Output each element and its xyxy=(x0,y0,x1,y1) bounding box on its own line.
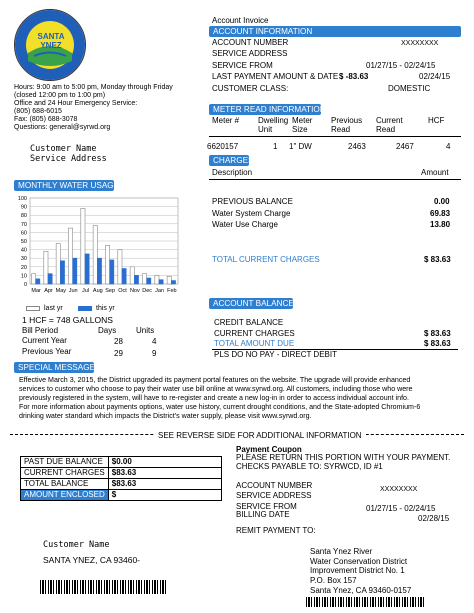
table-row xyxy=(21,468,222,479)
meter-cell-hcf: 4 xyxy=(446,142,451,151)
water-use-value: 13.80 xyxy=(430,220,451,229)
mail-customer-name: Customer Name xyxy=(43,540,110,550)
total-due-value: $ 83.63 xyxy=(424,339,451,348)
special-message-line-1: Effective March 3, 2015, the District upgraded its payment portal features on the website. The upgrade will provide enhanced xyxy=(19,376,411,384)
current-year-days: 28 xyxy=(114,337,123,346)
water-usage-heading: MONTHLY WATER USAGE xyxy=(14,180,114,191)
y-tick-label: 20 xyxy=(20,264,27,271)
meter-cell-previous: 2463 xyxy=(348,142,366,151)
customer-class-value: DOMESTIC xyxy=(388,84,431,93)
x-tick-label: Dec xyxy=(142,288,153,294)
remit-barcode xyxy=(306,597,426,607)
x-tick-label: Mar xyxy=(31,288,41,294)
bar-last-year xyxy=(93,226,97,284)
special-message-line-4: For more information about payments options, water use history, current drought conditions, and the State-adopted Chromium-6 xyxy=(19,403,421,411)
table-row xyxy=(21,490,222,501)
hcf-note: 1 HCF = 748 GALLONS xyxy=(22,315,113,325)
bar-this-year xyxy=(122,269,126,284)
previous-balance-label: PREVIOUS BALANCE xyxy=(212,197,293,206)
bar-last-year xyxy=(81,208,85,284)
legend-this-swatch xyxy=(78,306,92,311)
meter-col-size: Meter Size xyxy=(292,116,313,135)
account-balance-heading: ACCOUNT BALANCE xyxy=(209,298,293,309)
past-due-value: $0.00 xyxy=(108,457,221,468)
special-message-line-5: drinking water standard which impacts the District's water supply, please visit www.syrwd.org. xyxy=(19,412,312,420)
x-tick-label: Jan xyxy=(155,288,164,294)
y-tick-label: 50 xyxy=(20,239,27,245)
bar-this-year xyxy=(159,280,163,284)
current-year-units: 4 xyxy=(152,337,157,346)
special-message-line-2: services to customer who choose to pay their water use bill online at www.syrwd.org. All customers, including those who were xyxy=(19,385,413,393)
logo-santa: SANTA xyxy=(37,32,65,41)
y-tick-label: 30 xyxy=(20,256,27,263)
postal-barcode xyxy=(40,580,166,594)
customer-class-label: CUSTOMER CLASS: xyxy=(212,84,289,93)
amount-enclosed-label: AMOUNT ENCLOSED xyxy=(21,490,109,501)
bar-last-year xyxy=(56,244,60,284)
water-use-label: Water Use Charge xyxy=(212,220,278,229)
x-tick-label: Apr xyxy=(44,288,53,294)
coupon-account-number-label: ACCOUNT NUMBER xyxy=(236,481,313,490)
service-from-label: SERVICE FROM xyxy=(212,61,273,70)
total-current-value: $ 83.63 xyxy=(424,255,451,264)
charges-divider xyxy=(209,179,461,180)
mail-customer-city: SANTA YNEZ, CA 93460- xyxy=(43,555,141,565)
remit-line-2: Water Conservation District xyxy=(310,557,408,566)
logo-ynez: YNEZ xyxy=(40,41,62,50)
office-fax: Fax: (805) 688-3078 xyxy=(14,116,78,123)
y-tick-label: 40 xyxy=(20,247,27,254)
charges-heading: CHARGES xyxy=(209,155,249,166)
coupon-current-value: $83.63 xyxy=(108,468,221,479)
bar-last-year xyxy=(130,267,134,284)
table-row xyxy=(21,457,222,468)
meter-info-heading: METER READ INFORMATION xyxy=(209,104,321,115)
meter-col-meter: Meter # xyxy=(212,116,240,125)
bar-last-year xyxy=(44,251,48,284)
bar-this-year xyxy=(134,275,138,284)
table-row xyxy=(21,479,222,490)
district-logo xyxy=(14,9,86,81)
previous-year-units: 9 xyxy=(152,349,157,358)
office-emergency: Office and 24 Hour Emergency Service: xyxy=(14,100,138,107)
customer-name: Customer Name xyxy=(30,144,97,154)
bar-last-year xyxy=(142,274,146,284)
x-tick-label: Oct xyxy=(118,288,127,294)
current-year-label: Current Year xyxy=(22,336,67,345)
bar-this-year xyxy=(48,274,52,284)
bar-this-year xyxy=(60,261,64,284)
current-charges-label: CURRENT CHARGES xyxy=(214,329,295,338)
legend-this-label: this yr xyxy=(96,305,115,312)
meter-cell-dwelling: 1 xyxy=(273,142,278,151)
coupon-amounts-table xyxy=(20,456,222,501)
coupon-service-from-label: SERVICE FROM xyxy=(236,502,297,511)
special-message-line-3: previously registered in the system, will have to re-register and create a new log-in in order to access individual account info. xyxy=(19,394,409,402)
y-tick-label: 70 xyxy=(20,221,27,228)
direct-debit-note: PLS DO NO PAY - DIRECT DEBIT xyxy=(214,350,337,359)
bill-period-label: Bill Period xyxy=(22,326,59,335)
account-number-label: ACCOUNT NUMBER xyxy=(212,38,289,47)
remit-line-4: P.O. Box 157 xyxy=(310,576,357,585)
x-tick-label: Nov xyxy=(129,288,140,294)
account-number-value: XXXXXXXX xyxy=(401,40,439,47)
amount-enclosed-input[interactable]: $ xyxy=(108,490,221,501)
y-tick-label: 90 xyxy=(20,204,27,211)
bar-this-year xyxy=(85,254,89,284)
coupon-billing-date-label: BILLING DATE xyxy=(236,510,290,519)
x-tick-label: Jun xyxy=(68,288,78,294)
meter-cell-number: 6620157 xyxy=(207,142,239,151)
previous-year-label: Previous Year xyxy=(22,347,72,356)
y-tick-label: 80 xyxy=(20,213,27,220)
x-tick-label: Aug xyxy=(92,288,103,294)
current-charges-value: $ 83.63 xyxy=(424,329,451,338)
days-label: Days xyxy=(98,326,117,335)
units-label: Units xyxy=(136,326,155,335)
office-hours: Hours: 9:00 am to 5:00 pm, Monday through Friday xyxy=(14,84,173,91)
office-phone: (805) 688-6015 xyxy=(14,108,62,115)
bar-this-year xyxy=(36,279,40,284)
remit-line-1: Santa Ynez River xyxy=(310,547,373,556)
coupon-instructions: PLEASE RETURN THIS PORTION WITH YOUR PAYMENT. xyxy=(236,453,451,462)
office-email: Questions: general@syrwd.org xyxy=(14,124,111,131)
y-tick-label: 100 xyxy=(17,196,27,202)
water-usage-chart xyxy=(12,194,182,300)
total-due-label: TOTAL AMOUNT DUE xyxy=(214,339,295,348)
bar-last-year xyxy=(167,276,171,284)
x-tick-label: Sep xyxy=(105,288,116,294)
credit-balance-label: CREDIT BALANCE xyxy=(214,318,284,327)
bar-this-year xyxy=(147,278,151,284)
meter-col-hcf: HCF xyxy=(428,116,445,125)
service-address-label: SERVICE ADDRESS xyxy=(212,49,288,58)
last-payment-date: 02/24/15 xyxy=(419,72,451,81)
bar-this-year xyxy=(171,281,175,284)
coupon-billing-date-value: 02/28/15 xyxy=(418,514,450,523)
y-tick-label: 60 xyxy=(20,230,27,237)
meter-col-dwelling: Dwelling Unit xyxy=(258,116,289,135)
previous-balance-value: 0.00 xyxy=(434,197,450,206)
coupon-total-value: $83.63 xyxy=(108,479,221,490)
charges-amount-label: Amount xyxy=(421,168,449,177)
charges-description-label: Description xyxy=(212,168,253,177)
account-info-heading: ACCOUNT INFORMATION xyxy=(209,26,461,37)
coupon-total-label: TOTAL BALANCE xyxy=(21,479,109,490)
meter-divider xyxy=(209,136,461,137)
legend-last-swatch xyxy=(26,306,40,311)
x-tick-label: Feb xyxy=(167,288,177,294)
meter-cell-current: 2467 xyxy=(396,142,414,151)
water-system-label: Water System Charge xyxy=(212,209,291,218)
bar-last-year xyxy=(68,228,72,284)
x-tick-label: Jul xyxy=(81,288,90,294)
meter-col-current: Current Read xyxy=(376,116,403,135)
water-system-value: 69.83 xyxy=(430,209,451,218)
remit-label: REMIT PAYMENT TO: xyxy=(236,526,316,535)
y-tick-label: 10 xyxy=(20,273,27,280)
bar-last-year xyxy=(155,275,159,284)
x-tick-label: May xyxy=(55,288,67,294)
previous-year-days: 29 xyxy=(114,349,123,358)
invoice-title: Account Invoice xyxy=(212,16,269,25)
customer-service-address: Service Address xyxy=(30,154,107,164)
coupon-service-from-value: 01/27/15 - 02/24/15 xyxy=(366,504,436,513)
last-payment-label: LAST PAYMENT AMOUNT & DATE xyxy=(212,72,339,81)
total-current-label: TOTAL CURRENT CHARGES xyxy=(212,255,320,264)
coupon-payable: CHECKS PAYABLE TO: SYRWCD, ID #1 xyxy=(236,462,383,471)
legend-last-label: last yr xyxy=(44,305,63,312)
bar-this-year xyxy=(73,258,77,284)
y-tick-label: 0 xyxy=(23,282,27,288)
coupon-account-number-value: XXXXXXXX xyxy=(380,486,418,493)
coupon-title: Payment Coupon xyxy=(236,445,302,454)
last-payment-amount: $ -83.63 xyxy=(339,72,369,81)
bar-this-year xyxy=(97,258,101,284)
bar-this-year xyxy=(110,260,114,284)
bar-last-year xyxy=(105,245,109,284)
remit-line-5: Santa Ynez, CA 93460-0157 xyxy=(310,586,412,595)
reverse-side-note: SEE REVERSE SIDE FOR ADDITIONAL INFORMATION xyxy=(154,431,366,440)
bar-last-year xyxy=(118,250,122,284)
special-message-heading: SPECIAL MESSAGE xyxy=(14,362,94,373)
service-from-value: 01/27/15 - 02/24/15 xyxy=(366,61,436,70)
office-closed: (closed 12:00 pm to 1:00 pm) xyxy=(14,92,106,99)
meter-col-previous: Previous Read xyxy=(331,116,363,135)
past-due-label: PAST DUE BALANCE xyxy=(21,457,109,468)
meter-cell-size: 1" DW xyxy=(289,142,312,151)
remit-line-3: Improvement District No. 1 xyxy=(310,566,405,575)
coupon-service-address-label: SERVICE ADDRESS xyxy=(236,491,312,500)
bar-last-year xyxy=(31,274,35,284)
coupon-current-label: CURRENT CHARGES xyxy=(21,468,109,479)
